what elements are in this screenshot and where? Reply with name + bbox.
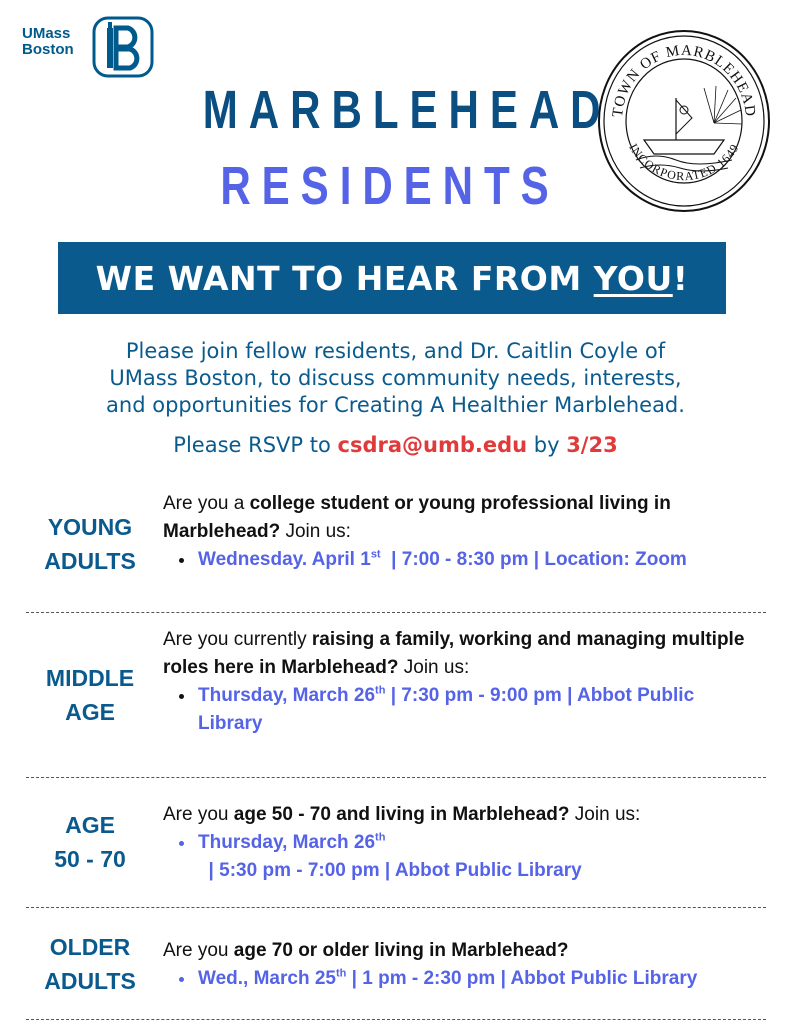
label-line2: ADULTS <box>44 968 136 994</box>
svg-text:TOWN OF MARBLEHEAD <box>610 43 758 118</box>
intro-paragraph <box>40 338 751 419</box>
intro-line2: UMass Boston, to discuss community needs, interests, <box>109 366 682 390</box>
umass-b-icon <box>92 16 154 78</box>
label-line1: MIDDLE <box>45 665 135 691</box>
segment-question: Are you a college student or young professional living in Marblehead? Join us: <box>163 493 671 542</box>
logo-line2: Boston <box>22 41 74 58</box>
segment-older-adults <box>163 937 763 993</box>
event-age-50-70: Thursday, March 26th | 5:30 pm - 7:00 pm | Abbot Public Library <box>163 829 763 885</box>
town-seal <box>596 28 772 214</box>
rsvp-email-link[interactable]: csdra@umb.edu <box>337 433 528 457</box>
divider <box>26 777 766 778</box>
title-residents: RESIDENTS <box>220 156 560 216</box>
segment-question: Are you currently raising a family, working and managing multiple roles here in Marblehead? Join us: <box>163 629 745 678</box>
segment-label-older-adults <box>28 930 152 998</box>
segment-middle-age <box>163 626 763 738</box>
segment-label-age-50-70 <box>28 808 152 876</box>
hear-from-you-banner <box>58 242 726 314</box>
umass-boston-logo <box>22 16 157 80</box>
seal-bottom-text: INCORPORATED 1649 <box>626 141 742 184</box>
title-marblehead: MARBLEHEAD <box>202 80 612 140</box>
logo-line1: UMass <box>22 25 71 42</box>
label-line2: 50 - 70 <box>54 846 126 872</box>
divider <box>26 1019 766 1020</box>
banner-pre: WE WANT TO HEAR FROM <box>95 258 594 298</box>
segment-label-young-adults <box>28 510 152 578</box>
banner-post: ! <box>672 258 689 298</box>
segment-label-middle-age <box>28 661 152 729</box>
segment-question: Are you age 50 - 70 and living in Marblehead? Join us: <box>163 804 641 825</box>
divider <box>26 612 766 613</box>
segment-question: Are you age 70 or older living in Marblehead? <box>163 940 569 961</box>
segment-age-50-70 <box>163 801 763 885</box>
label-line1: YOUNG <box>47 514 133 540</box>
intro-line1: Please join fellow residents, and Dr. Caitlin Coyle of <box>125 339 666 363</box>
event-older-adults: Wed., March 25th | 1 pm - 2:30 pm | Abbot Public Library <box>163 965 763 993</box>
banner-emphasis: YOU <box>593 258 673 298</box>
label-line2: AGE <box>65 699 115 725</box>
event-young-adults: Wednesday. April 1st | 7:00 - 8:30 pm | Location: Zoom <box>163 546 763 574</box>
rsvp-pre: Please RSVP to <box>173 433 338 457</box>
intro-line3: and opportunities for Creating A Healthier Marblehead. <box>106 393 685 417</box>
segment-young-adults <box>163 490 763 574</box>
label-line1: OLDER <box>49 934 131 960</box>
label-line1: AGE <box>65 812 115 838</box>
rsvp-line <box>40 433 751 457</box>
event-middle-age: Thursday, March 26th | 7:30 pm - 9:00 pm | Abbot Public Library <box>163 682 763 738</box>
label-line2: ADULTS <box>44 548 136 574</box>
seal-top-text: TOWN OF MARBLEHEAD <box>609 42 759 119</box>
rsvp-date: 3/23 <box>566 433 618 457</box>
rsvp-mid: by <box>527 433 567 457</box>
divider <box>26 907 766 908</box>
